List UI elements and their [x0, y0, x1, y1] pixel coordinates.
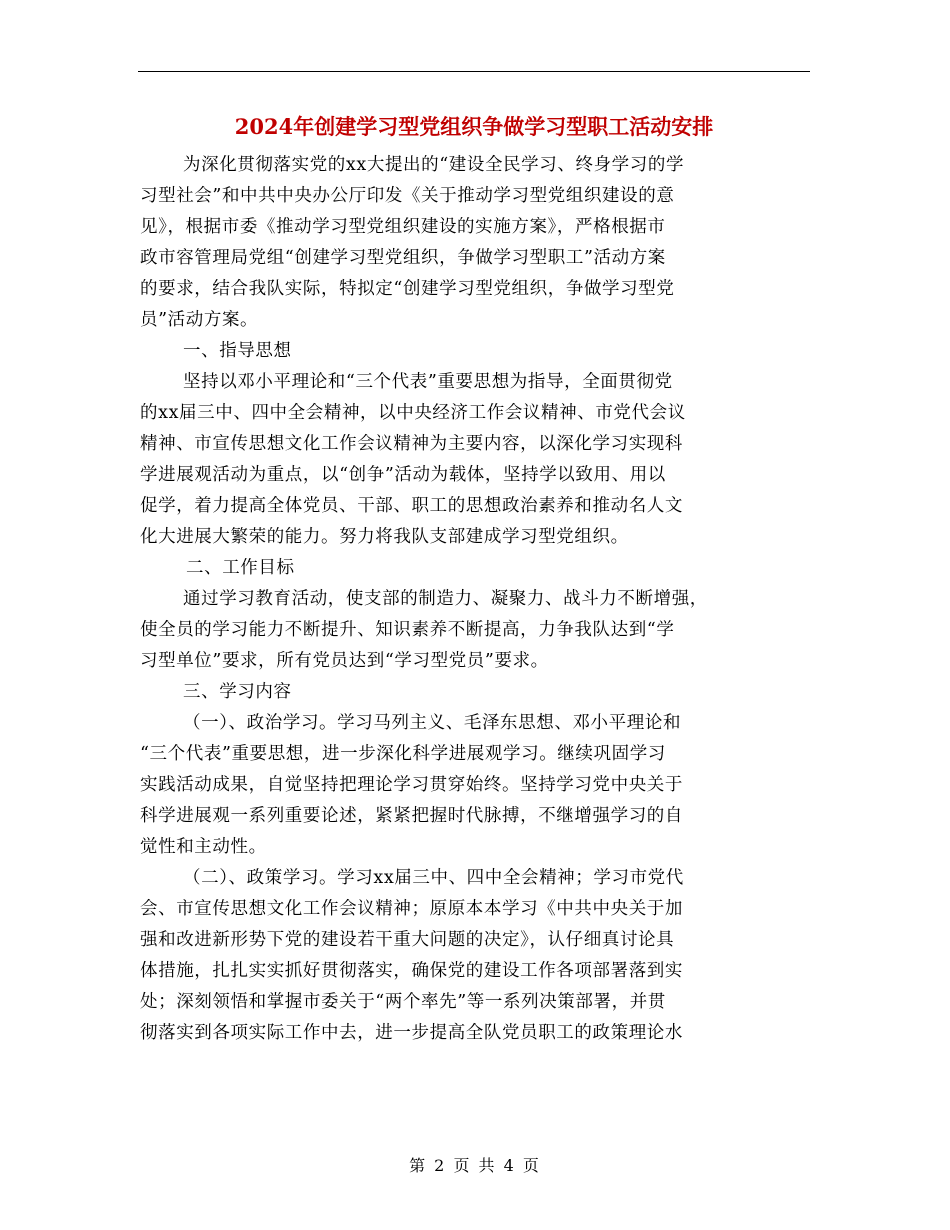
paragraph-line: 处；深刻领悟和掌握市委关于“两个率先”等一系列决策部署，并贯 — [140, 992, 666, 1012]
paragraph-line: 化大进展大繁荣的能力。努力将我队支部建成学习型党组织。 — [140, 527, 629, 547]
paragraph-line: 精神、市宣传思想文化工作会议精神为主要内容，以深化学习实现科 — [140, 434, 683, 454]
paragraph-line: 为深化贯彻落实党的xx大提出的“建设全民学习、终身学习的学 — [183, 155, 685, 175]
paragraph-line: 科学进展观一系列重要论述，紧紧把握时代脉搏，不继增强学习的自 — [140, 806, 683, 826]
paragraph-line: 坚持以邓小平理论和“三个代表”重要思想为指导，全面贯彻党 — [183, 372, 673, 392]
paragraph-line: （二）、政策学习。学习xx届三中、四中全会精神；学习市党代 — [183, 868, 684, 888]
paragraph-line: 员”活动方案。 — [140, 310, 259, 330]
paragraph-line: 会、市宣传思想文化工作会议精神；原原本本学习《中共中央关于加 — [140, 899, 683, 919]
section-heading: 二、工作目标 — [186, 558, 295, 578]
paragraph-line: 见》，根据市委《推动学习型党组织建设的实施方案》，严格根据市 — [140, 217, 666, 237]
page-number: 第 2 页 共 4 页 — [409, 1156, 541, 1175]
paragraph-line: 使全员的学习能力不断提升、知识素养不断提高，力争我队达到“学 — [140, 620, 675, 640]
document-title: 2024年创建学习型党组织争做学习型职工活动安排 — [234, 114, 714, 139]
paragraph-line: 学进展观活动为重点，以“创争”活动为载体，坚持学以致用、用以 — [140, 465, 666, 485]
paragraph-line: （一）、政治学习。学习马列主义、毛泽东思想、邓小平理论和 — [183, 713, 682, 733]
paragraph-line: 政市容管理局党组“创建学习型党组织，争做学习型职工”活动方案 — [140, 248, 666, 268]
paragraph-line: 彻落实到各项实际工作中去，进一步提高全队党员职工的政策理论水 — [140, 1023, 683, 1043]
document-body — [140, 150, 812, 1049]
paragraph-line: 的要求，结合我队实际，特拟定“创建学习型党组织，争做学习型党 — [140, 279, 675, 299]
paragraph-line: 体措施，扎扎实实抓好贯彻落实，确保党的建设工作各项部署落到实 — [140, 961, 683, 981]
paragraph-line: 的xx届三中、四中全会精神，以中央经济工作会议精神、市党代会议 — [140, 403, 686, 423]
paragraph-line: 通过学习教育活动，使支部的制造力、凝聚力、战斗力不断增强， — [183, 589, 708, 609]
paragraph-line: 习型单位”要求，所有党员达到“学习型党员”要求。 — [140, 651, 549, 671]
section-heading: 三、学习内容 — [183, 682, 292, 702]
paragraph-line: 促学，着力提高全体党员、干部、职工的思想政治素养和推动名人文 — [140, 496, 683, 516]
header-rule — [138, 71, 810, 72]
paragraph-line: “三个代表”重要思想，进一步深化科学进展观学习。继续巩固学习 — [140, 744, 666, 764]
paragraph-line: 强和改进新形势下党的建设若干重大问题的决定》，认仔细真讨论具 — [140, 930, 675, 950]
paragraph-line: 觉性和主动性。 — [140, 837, 267, 857]
section-heading: 一、指导思想 — [183, 341, 292, 361]
paragraph-line: 习型社会”和中共中央办公厅印发《关于推动学习型党组织建设的意 — [140, 186, 675, 206]
paragraph-line: 实践活动成果，自觉坚持把理论学习贯穿始终。坚持学习党中央关于 — [140, 775, 683, 795]
